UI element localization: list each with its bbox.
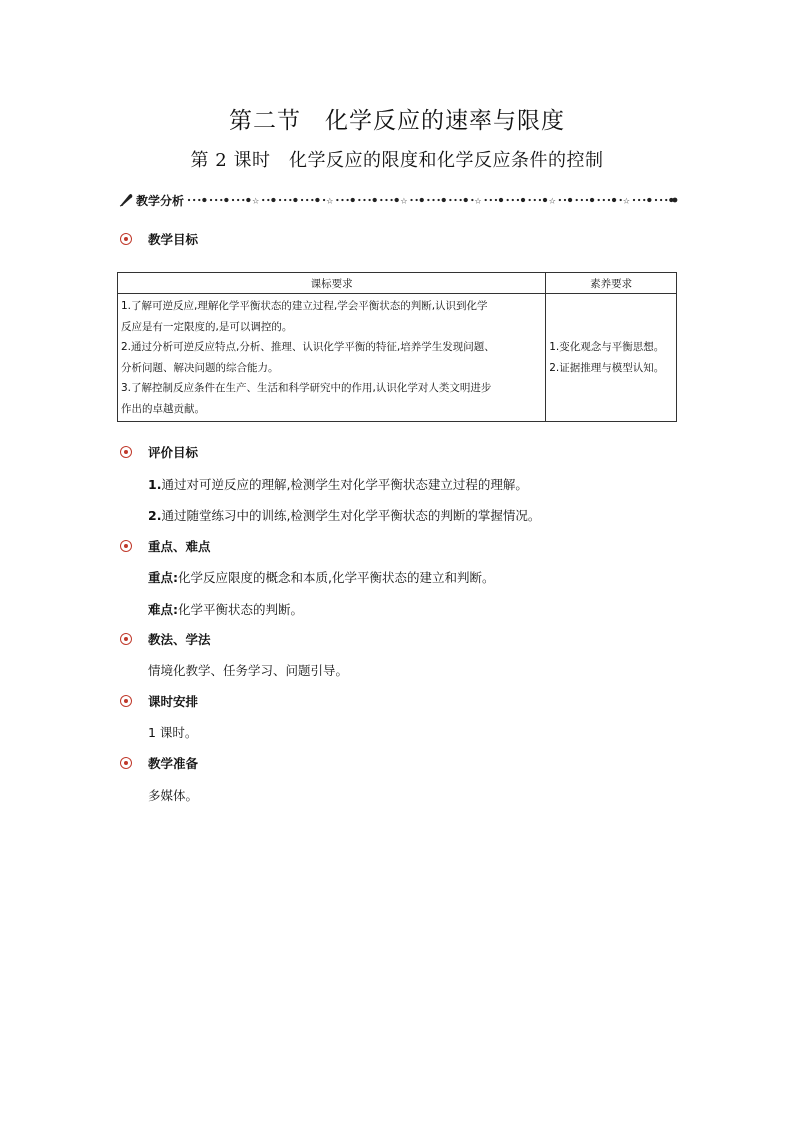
section-goals [120, 230, 198, 248]
pen-icon [118, 192, 134, 208]
section-schedule [120, 692, 198, 710]
keypoint-label: 重点: [148, 570, 178, 585]
evaluation-item [148, 475, 528, 493]
table-line: 1.了解可逆反应,理解化学平衡状态的建立过程,学会平衡状态的判断,认识到化学 [121, 300, 488, 312]
target-bullet-icon [120, 446, 132, 458]
page-title: 第二节 化学反应的速率与限度 [229, 108, 565, 134]
dotted-divider [187, 194, 678, 206]
section-keypoints [120, 537, 211, 555]
section-evaluation [120, 443, 198, 461]
section-methods [120, 630, 211, 648]
table-line: 1.变化观念与平衡思想。 [549, 341, 665, 353]
analysis-banner [118, 190, 678, 210]
item-number: 2. [148, 508, 162, 523]
section-heading: 评价目标 [148, 445, 199, 460]
table-line: 分析问题、解决问题的综合能力。 [121, 361, 279, 374]
section-heading: 教学目标 [148, 232, 199, 247]
section-prep [120, 754, 198, 772]
table-line: 2.通过分析可逆反应特点,分析、推理、认识化学平衡的特征,培养学生发现问题、 [121, 341, 495, 353]
svg-text:☆: ☆ [400, 195, 408, 206]
section-heading: 教法、学法 [148, 632, 211, 647]
target-bullet-icon [120, 695, 132, 707]
table-line: 反应是有一定限度的,是可以调控的。 [121, 320, 293, 333]
target-bullet-icon [120, 233, 132, 245]
table-cell-standards [118, 294, 546, 422]
target-bullet-icon [120, 757, 132, 769]
svg-text:☆: ☆ [622, 195, 631, 206]
svg-text:☆: ☆ [474, 195, 482, 206]
prep-text: 多媒体。 [148, 788, 199, 803]
item-text: 通过对可逆反应的理解,检测学生对化学平衡状态建立过程的理解。 [161, 477, 528, 492]
schedule-text: 1 课时。 [148, 725, 198, 740]
target-bullet-icon [120, 633, 132, 645]
table-header-cell: 课标要求 [118, 273, 546, 294]
page-subtitle: 第 2 课时 化学反应的限度和化学反应条件的控制 [190, 150, 604, 171]
difficulty-label: 难点: [148, 602, 178, 617]
curriculum-table [117, 272, 677, 422]
methods-text: 情境化教学、任务学习、问题引导。 [148, 663, 349, 678]
item-text: 通过随堂练习中的训练,检测学生对化学平衡状态的判断的掌握情况。 [161, 508, 541, 523]
section-heading: 课时安排 [148, 694, 199, 709]
svg-text:☆: ☆ [251, 195, 260, 206]
table-row [118, 294, 677, 422]
evaluation-item [148, 506, 540, 524]
table-header-row [118, 273, 677, 294]
difficulty-line [148, 600, 303, 618]
keypoint-line [148, 568, 494, 586]
svg-text:☆: ☆ [548, 195, 556, 206]
item-number: 1. [148, 477, 162, 492]
table-cell-competency [546, 294, 677, 422]
svg-text:☆: ☆ [326, 195, 334, 206]
table-line: 2.证据推理与模型认知。 [549, 361, 665, 374]
table-line: 3.了解控制反应条件在生产、生活和科学研究中的作用,认识化学对人类文明进步 [121, 382, 492, 394]
target-bullet-icon [120, 540, 132, 552]
section-heading: 重点、难点 [148, 539, 211, 554]
table-line: 作出的卓越贡献。 [121, 402, 205, 415]
analysis-label: 教学分析 [136, 193, 185, 208]
difficulty-text: 化学平衡状态的判断。 [178, 602, 304, 617]
keypoint-text: 化学反应限度的概念和本质,化学平衡状态的建立和判断。 [178, 570, 495, 585]
section-heading: 教学准备 [148, 756, 199, 771]
table-header-cell: 素养要求 [546, 273, 677, 294]
